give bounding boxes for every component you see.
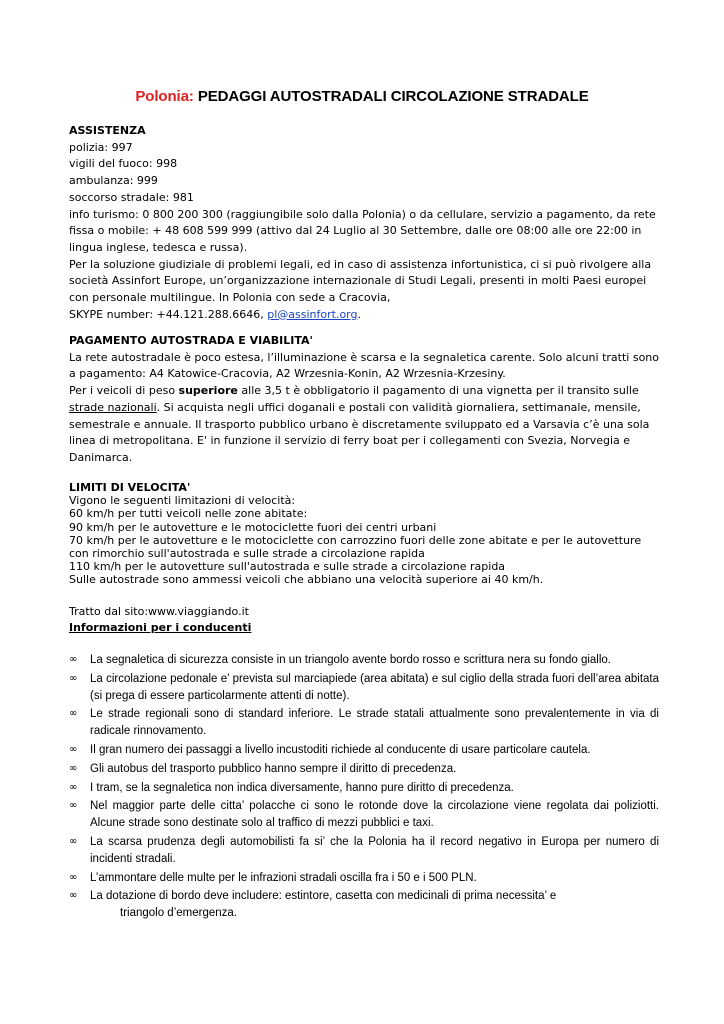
title-text: PEDAGGI AUTOSTRADALI CIRCOLAZIONE STRADALE [193, 88, 589, 105]
section-heading-assistenza: ASSISTENZA [69, 124, 146, 137]
limiti-line: 70 km/h per le autovetture e le motociclette con carrozzino fuori delle zone abitate e per le autovetture con rimorchio sull'autostrada e sulle strade a circolazione rapida [69, 533, 642, 561]
list-item-text: Il gran numero dei passaggi a livello incustoditi richiede al conducente di usare particolare cautela. [90, 743, 591, 756]
limiti-line: Vigono le seguenti limitazioni di velocità: [69, 494, 296, 508]
skype-number: SKYPE number: +44.121.288.6646, [69, 307, 268, 321]
section-limiti [69, 481, 659, 587]
vignetta-underline: strade nazionali [69, 400, 157, 414]
section-heading-limiti: LIMITI DI VELOCITA' [69, 481, 191, 494]
source-text: Tratto dal sito:www.viaggiando.it [69, 605, 249, 618]
infinity-bullet-icon: ∞ [69, 762, 78, 774]
line-soccorso: soccorso stradale: 981 [69, 190, 194, 204]
page-title [0, 88, 724, 105]
infinity-bullet-icon: ∞ [69, 672, 78, 684]
list-item-text: Gli autobus del trasporto pubblico hanno sempre il diritto di precedenza. [90, 762, 457, 775]
info-list [69, 652, 659, 924]
infinity-bullet-icon: ∞ [69, 654, 78, 665]
infinity-bullet-icon: ∞ [69, 800, 78, 812]
list-item [69, 798, 659, 832]
section-assistenza [69, 123, 659, 323]
infinity-bullet-icon: ∞ [69, 871, 78, 883]
list-item [69, 834, 659, 868]
line-vigili: vigili del fuoco: 998 [69, 157, 178, 171]
vignetta-text-c: . Si acquista negli uffici doganali e postali con validità giornaliera, settimanale, mensile, semestrale e annuale. Il trasporto pubblico urbano è discretamente sviluppato ed a Varsavia c’è una sola linea di metropolitana. E' in funzione il servizio di ferry boat per i collegamenti con Svezia, Norvegia e Danimarca. [69, 400, 650, 464]
limiti-line: Sulle autostrade sono ammessi veicoli che abbiano una velocità superiore ai 40 km/h. [69, 573, 544, 587]
infinity-bullet-icon: ∞ [69, 890, 78, 902]
info-heading: Informazioni per i conducenti [69, 621, 252, 634]
limiti-line: 110 km/h per le autovetture sull'autostrada e sulle strade a circolazione rapida [69, 560, 506, 574]
line-skype [69, 307, 659, 324]
skype-suffix: . [357, 307, 361, 321]
list-item [69, 671, 659, 705]
vignetta-text-a: Per i veicoli di peso [69, 384, 179, 398]
line-legal: Per la soluzione giudiziale di problemi legali, ed in caso di assistenza infortunistica, ci si può rivolgere alla società Assinfort Europe, un’organizzazione internazionale di Studi Legali, presenti in molti Paesi europei con personale multilingue. In Polonia con sede a Cracovia, [69, 257, 652, 305]
infinity-bullet-icon: ∞ [69, 743, 78, 755]
list-item-text: Le strade regionali sono di standard inferiore. Le strade statali attualmente sono prevalentemente in via di radicale rinnovamento. [90, 708, 659, 738]
list-item-text: I tram, se la segnaletica non indica diversamente, hanno pure diritto di precedenza. [90, 781, 514, 794]
list-item-text: Nel maggior parte delle citta’ polacche ci sono le rotonde dove la circolazione viene regolata dai poliziotti. Alcune strade sono destinate solo al traffico di mezzi pubblici e taxi. [90, 800, 659, 830]
limiti-line: 90 km/h per le autovetture e le motociclette fuori dei centri urbani [69, 520, 437, 534]
list-item [69, 870, 659, 887]
paragraph-rete: La rete autostradale è poco estesa, l’illuminazione è scarsa e la segnaletica carente. Solo alcuni tratti sono a pagamento: A4 Katowice-Cracovia, A2 Wrzesnia-Konin, A2 Wrzesnia-Krzesiny. [69, 350, 660, 381]
section-heading-pagamento: PAGAMENTO AUTOSTRADA E VIABILITA' [69, 334, 313, 347]
email-link[interactable]: pl@assinfort.org [267, 307, 358, 321]
infinity-bullet-icon: ∞ [69, 781, 78, 793]
list-item-continuation: triangolo d’emergenza. [120, 907, 237, 920]
list-item-text: La dotazione di bordo deve includere: estintore, casetta con medicinali di prima necessita’ e [90, 890, 557, 903]
line-ambulanza: ambulanza: 999 [69, 174, 158, 188]
list-item [69, 742, 659, 759]
limiti-line: 60 km/h per tutti veicoli nelle zone abitate: [69, 507, 308, 521]
list-item [69, 761, 659, 778]
infinity-bullet-icon: ∞ [69, 708, 78, 720]
vignetta-text-b: alle 3,5 t è obbligatorio il pagamento di una vignetta per il transito sulle [237, 384, 639, 398]
list-item [69, 706, 659, 740]
section-source [69, 604, 659, 636]
list-item [69, 780, 659, 797]
list-item-text: La scarsa prudenza degli automobilisti fa si’ che la Polonia ha il record negativo in Europa per numero di incidenti stradali. [90, 835, 659, 865]
section-pagamento [69, 333, 659, 467]
line-polizia: polizia: 997 [69, 140, 133, 154]
paragraph-vignetta [69, 383, 659, 467]
list-item [69, 652, 659, 669]
list-item [69, 888, 659, 922]
vignetta-bold: superiore [178, 384, 238, 398]
list-item-text: La segnaletica di sicurezza consiste in un triangolo avente bordo rosso e scrittura nera su fondo giallo. [90, 654, 611, 666]
list-item-text: La circolazione pedonale e’ prevista sul marciapiede (area abitata) e sul ciglio della strada fuori dell’area abitata (si prega di essere particolarmente attenti di notte). [90, 672, 659, 702]
title-country: Polonia: [135, 88, 194, 105]
line-info-turismo: info turismo: 0 800 200 300 (raggiungibile solo dalla Polonia) o da cellulare, servizio a pagamento, da rete fissa o mobile: + 48 608 599 999 (attivo dal 24 Luglio al 30 Settembre, dalle ore 08:00 alle ore 22:00 in lingua inglese, tedesca e russa). [69, 207, 656, 254]
infinity-bullet-icon: ∞ [69, 835, 78, 847]
list-item-text: L’ammontare delle multe per le infrazioni stradali oscilla fra i 50 e i 500 PLN. [90, 871, 477, 884]
